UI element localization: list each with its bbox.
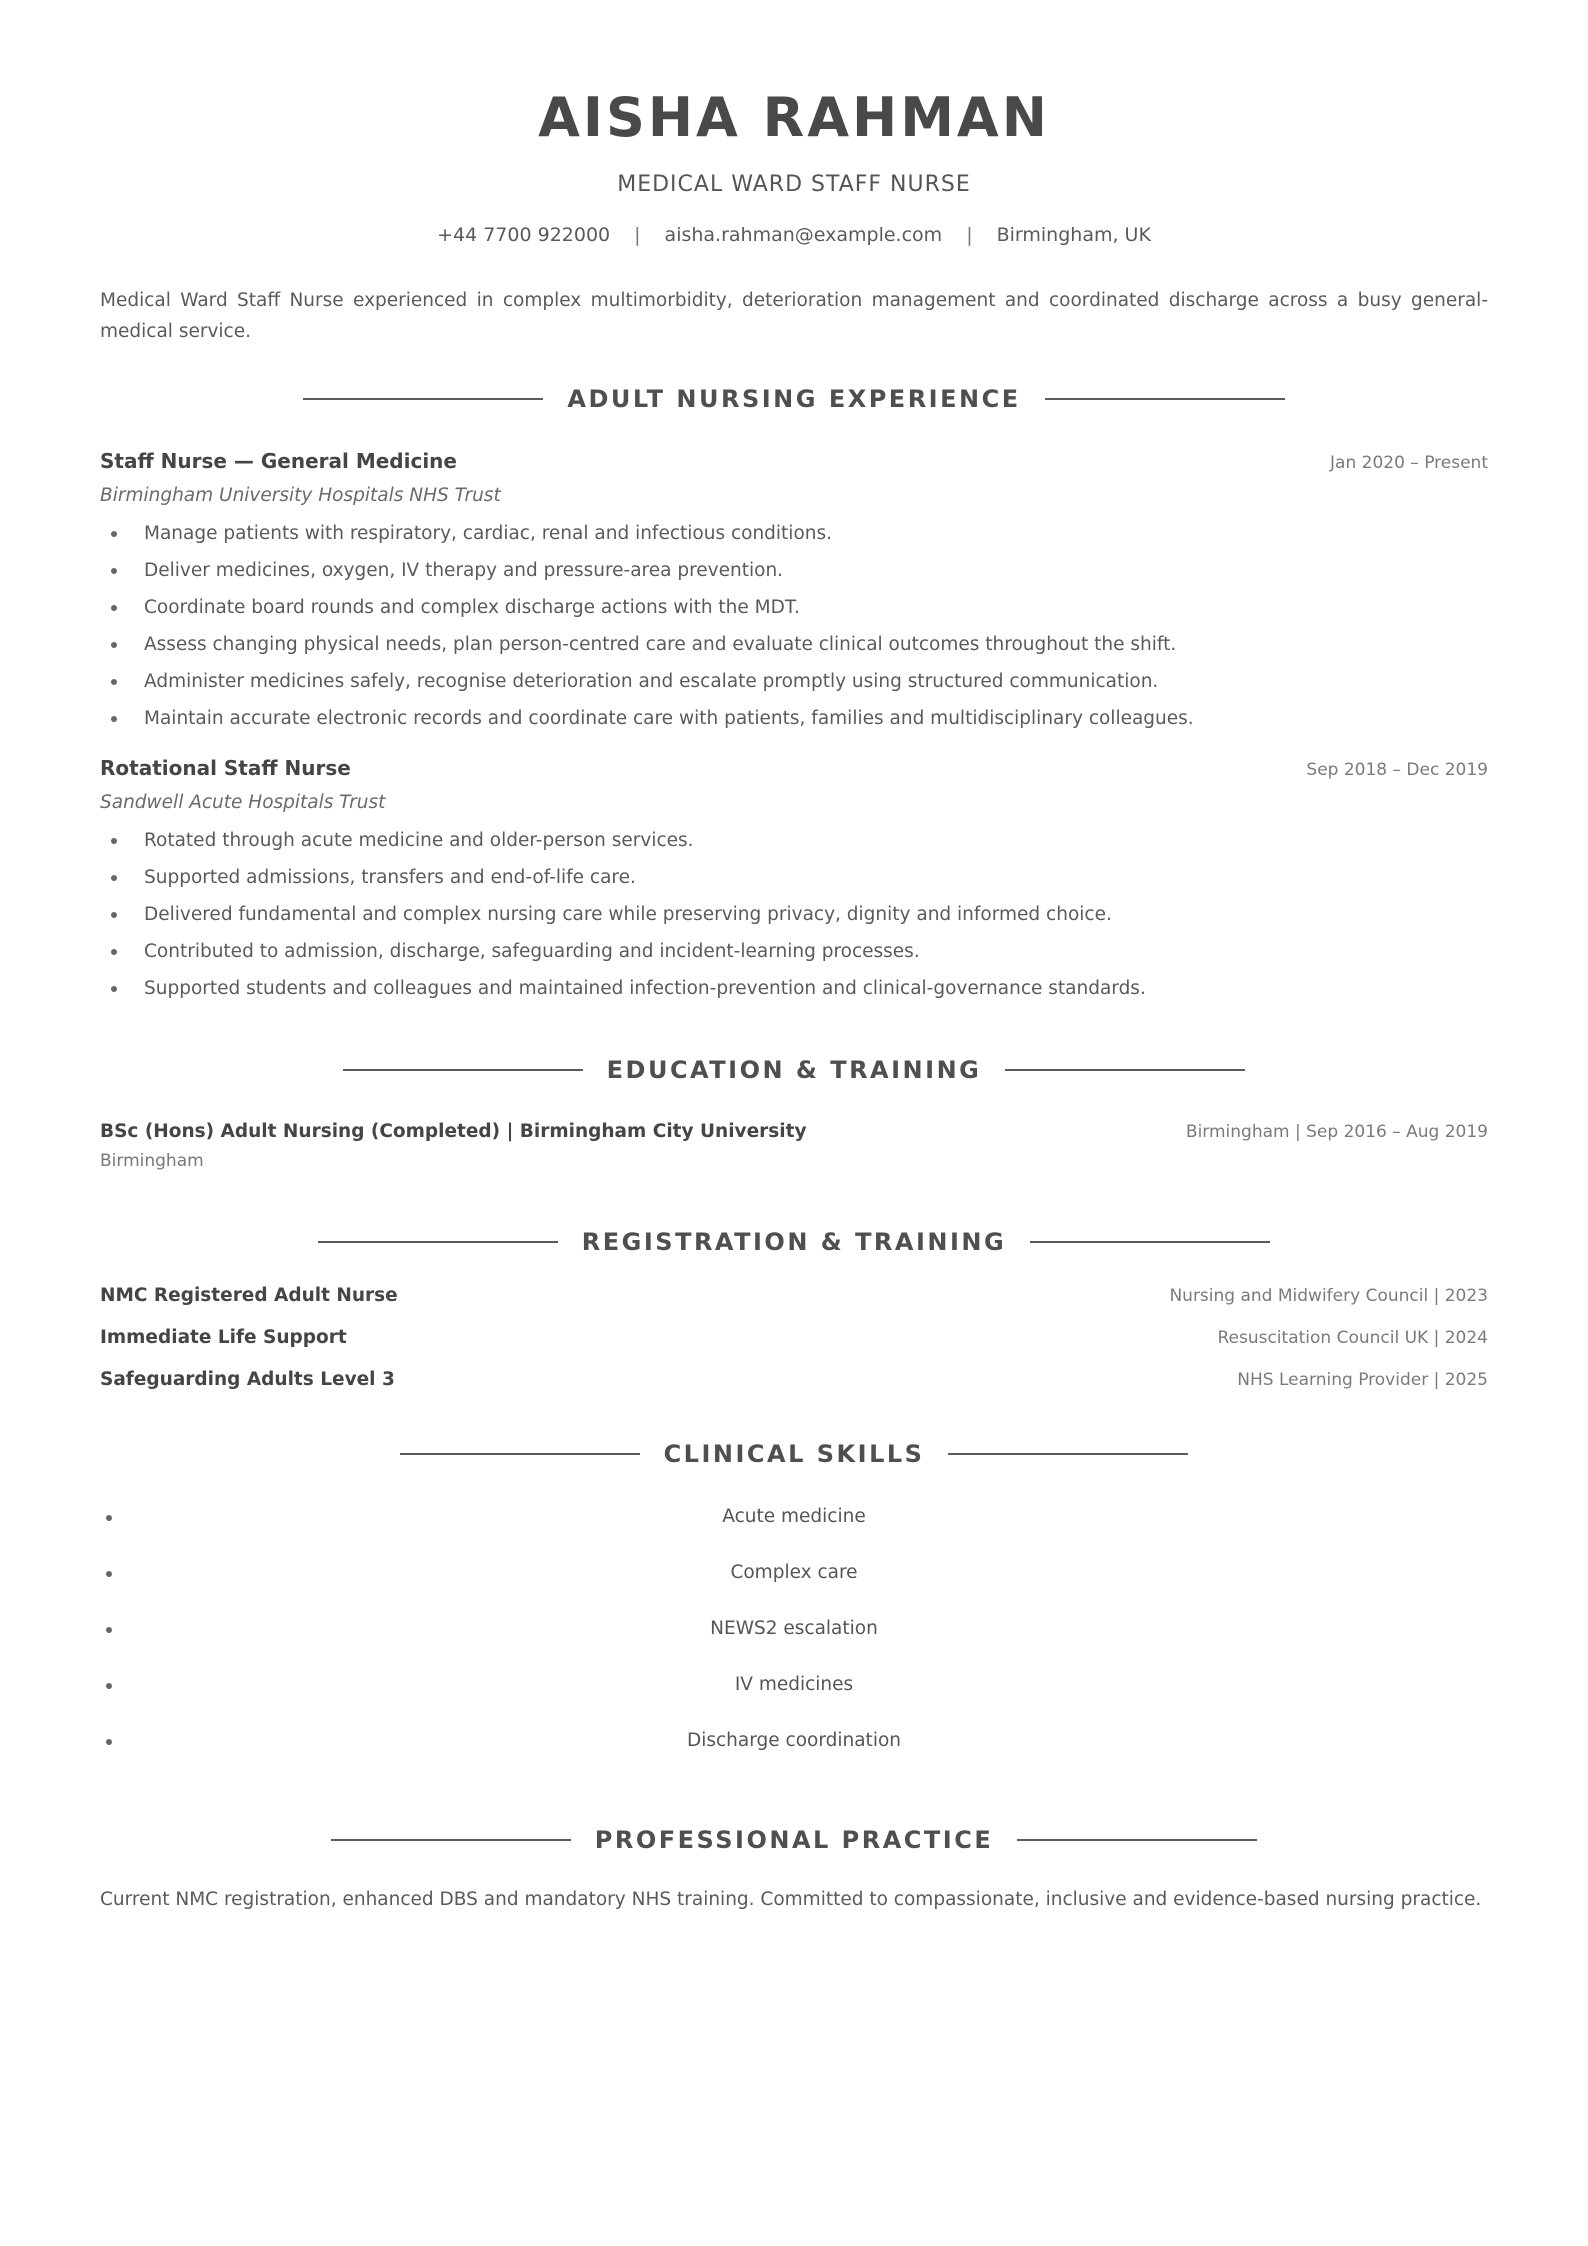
list-item: Discharge coordination xyxy=(100,1713,1488,1769)
education-location: Birmingham xyxy=(100,1151,204,1171)
list-item: Administer medicines safely, recognise deterioration and escalate promptly using structured communication. xyxy=(100,663,1488,700)
list-item: Rotated through acute medicine and older-person services. xyxy=(100,822,1488,859)
list-item: Supported students and colleagues and maintained infection-prevention and clinical-governance standards. xyxy=(100,970,1488,1007)
job-dates: Jan 2020 – Present xyxy=(1330,453,1488,473)
heading-rule xyxy=(331,1839,571,1841)
contact-separator: | xyxy=(966,224,973,246)
registration-heading xyxy=(100,1227,1488,1257)
registration-name: NMC Registered Adult Nurse xyxy=(100,1285,398,1306)
list-item: Supported admissions, transfers and end-of-life care. xyxy=(100,859,1488,896)
heading-rule xyxy=(400,1453,640,1455)
list-item: NEWS2 escalation xyxy=(100,1601,1488,1657)
registration-list xyxy=(100,1285,1488,1411)
heading-rule xyxy=(1017,1839,1257,1841)
contact-separator: | xyxy=(634,224,641,246)
degree: BSc (Hons) Adult Nursing (Completed) | Birmingham City University xyxy=(100,1121,807,1142)
contact-line xyxy=(100,222,1488,248)
list-item xyxy=(100,1369,1488,1411)
professional-summary: Medical Ward Staff Nurse experienced in complex multimorbidity, deterioration management and coordinated discharge across a busy general-medical service. xyxy=(100,290,1488,342)
education-heading xyxy=(100,1055,1488,1085)
list-item: Complex care xyxy=(100,1545,1488,1601)
education-entry xyxy=(100,1119,1488,1173)
list-item: Deliver medicines, oxygen, IV therapy and pressure-area prevention. xyxy=(100,552,1488,589)
job-entry xyxy=(100,448,1488,737)
job-title: MEDICAL WARD STAFF NURSE xyxy=(617,172,971,197)
job-employer: Sandwell Acute Hospitals Trust xyxy=(100,792,386,813)
heading-rule xyxy=(1045,398,1285,400)
registration-meta: Nursing and Midwifery Council | 2023 xyxy=(1169,1286,1488,1306)
registration-meta: Resuscitation Council UK | 2024 xyxy=(1217,1328,1488,1348)
experience-heading xyxy=(100,384,1488,414)
registration-heading-label: REGISTRATION & TRAINING xyxy=(581,1228,1007,1256)
skills-heading xyxy=(100,1439,1488,1469)
practice-statement: Current NMC registration, enhanced DBS and mandatory NHS training. Committed to compassionate, inclusive and evidence-based nursing practice. xyxy=(100,1889,1482,1910)
skills-list xyxy=(100,1489,1488,1769)
registration-name: Immediate Life Support xyxy=(100,1327,347,1348)
skills-heading-label: CLINICAL SKILLS xyxy=(663,1440,925,1468)
list-item xyxy=(100,1327,1488,1369)
list-item: Assess changing physical needs, plan person-centred care and evaluate clinical outcomes throughout the shift. xyxy=(100,626,1488,663)
job-bullets xyxy=(100,822,1488,1007)
list-item: Acute medicine xyxy=(100,1489,1488,1545)
email-address: aisha.rahman@example.com xyxy=(664,224,943,246)
list-item: Contributed to admission, discharge, safeguarding and incident-learning processes. xyxy=(100,933,1488,970)
job-employer: Birmingham University Hospitals NHS Trust xyxy=(100,485,501,506)
job-role: Rotational Staff Nurse xyxy=(100,756,351,780)
list-item xyxy=(100,1285,1488,1327)
job-dates: Sep 2018 – Dec 2019 xyxy=(1306,760,1488,780)
education-meta: Birmingham | Sep 2016 – Aug 2019 xyxy=(1185,1122,1488,1142)
candidate-name: AISHA RAHMAN xyxy=(538,86,1050,149)
experience-heading-label: ADULT NURSING EXPERIENCE xyxy=(567,385,1021,413)
list-item: Coordinate board rounds and complex discharge actions with the MDT. xyxy=(100,589,1488,626)
registration-name: Safeguarding Adults Level 3 xyxy=(100,1369,395,1390)
heading-rule xyxy=(318,1241,558,1243)
practice-heading-label: PROFESSIONAL PRACTICE xyxy=(594,1826,994,1854)
education-heading-label: EDUCATION & TRAINING xyxy=(606,1056,982,1084)
heading-rule xyxy=(948,1453,1188,1455)
list-item: Maintain accurate electronic records and coordinate care with patients, families and multidisciplinary colleagues. xyxy=(100,700,1488,737)
registration-meta: NHS Learning Provider | 2025 xyxy=(1237,1370,1488,1390)
location: Birmingham, UK xyxy=(996,224,1151,246)
list-item: Delivered fundamental and complex nursing care while preserving privacy, dignity and informed choice. xyxy=(100,896,1488,933)
list-item: Manage patients with respiratory, cardiac, renal and infectious conditions. xyxy=(100,515,1488,552)
heading-rule xyxy=(303,398,543,400)
job-entry xyxy=(100,755,1488,1007)
heading-rule xyxy=(343,1069,583,1071)
job-role: Staff Nurse — General Medicine xyxy=(100,449,457,473)
list-item: IV medicines xyxy=(100,1657,1488,1713)
job-bullets xyxy=(100,515,1488,737)
heading-rule xyxy=(1030,1241,1270,1243)
heading-rule xyxy=(1005,1069,1245,1071)
phone-number: +44 7700 922000 xyxy=(437,224,611,246)
practice-heading xyxy=(100,1825,1488,1855)
